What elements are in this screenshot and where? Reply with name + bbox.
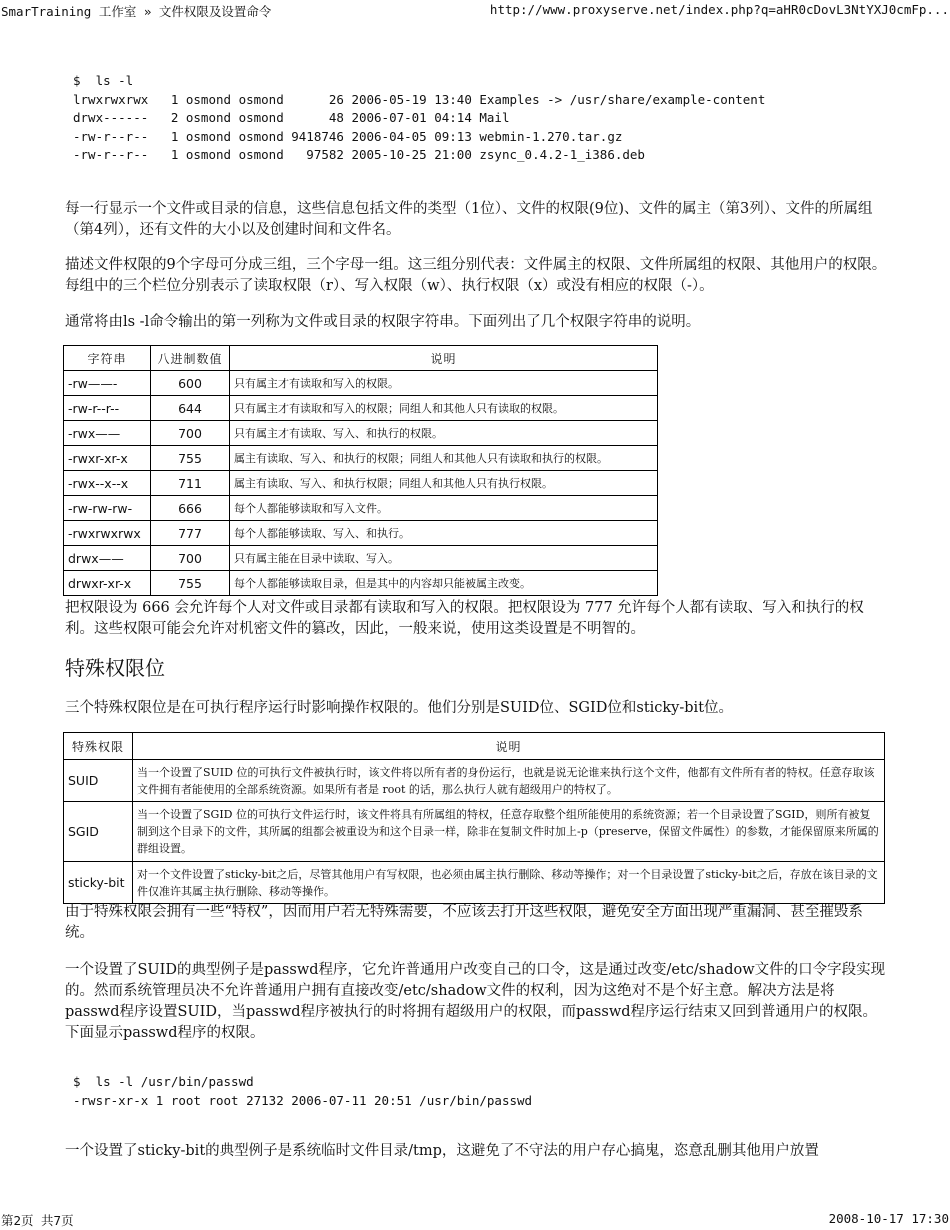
- table-row: [64, 421, 658, 446]
- octal-value: 644: [151, 396, 230, 421]
- code-line: -rwsr-xr-x 1 root root 27132 2006-07-11 20:51 /usr/bin/passwd: [73, 1092, 533, 1108]
- perm-string: drwxr-xr-x: [64, 571, 151, 596]
- perm-description: 每个人都能够读取、写入、和执行。: [230, 521, 658, 546]
- table-row: [64, 471, 658, 496]
- octal-value: 711: [151, 471, 230, 496]
- octal-value: 755: [151, 571, 230, 596]
- octal-value: 666: [151, 496, 230, 521]
- print-datetime: 2008-10-17 17:30: [828, 1211, 949, 1226]
- table-row: [64, 371, 658, 396]
- code-line: lrwxrwxrwx 1 osmond osmond 26 2006-05-19 13:40 Examples -> /usr/share/example-content: [73, 91, 766, 107]
- paragraph-666-777: 把权限设为 666 会允许每个人对文件或目录都有读取和写入的权限。把权限设为 777 允许每个人都有读取、写入和执行的权利。这些权限可能会允许对机密文件的篡改，因此，一般来说，使用这类设置是不明智的。: [65, 600, 864, 637]
- perm-description: 只有属主才有读取、写入、和执行的权限。: [230, 421, 658, 446]
- column-header: 说明: [133, 733, 885, 760]
- special-bit-name: SUID: [64, 760, 133, 802]
- table-header-row: [64, 733, 885, 760]
- special-bit-description: 当一个设置了SUID 位的可执行文件被执行时，该文件将以所有者的身份运行，也就是说无论谁来执行这个文件，他都有文件所有者的特权。任意存取该文件拥有者能使用的全部系统资源。如果所有者是 root 的话，那么执行人就有超级用户的特权了。: [133, 760, 885, 802]
- column-header: 八进制数值: [151, 346, 230, 371]
- octal-value: 700: [151, 421, 230, 446]
- print-header: [0, 2, 950, 20]
- special-bit-name: sticky-bit: [64, 862, 133, 904]
- perm-string: -rwxr-xr-x: [64, 446, 151, 471]
- perm-description: 属主有读取、写入、和执行的权限；同组人和其他人只有读取和执行的权限。: [230, 446, 658, 471]
- column-header: 特殊权限: [64, 733, 133, 760]
- perm-description: 只有属主能在目录中读取、写入。: [230, 546, 658, 571]
- table-row: [64, 521, 658, 546]
- perm-string: -rwxrwxrwx: [64, 521, 151, 546]
- print-footer: [0, 1211, 950, 1229]
- paragraph-suid-example: 一个设置了SUID的典型例子是passwd程序，它允许普通用户改变自己的口令，这是通过改变/etc/shadow文件的口令字段实现的。然而系统管理员决不允许普通用户拥有直接改变/etc/shadow文件的权利，因为这绝对不是个好主意。解决方法是将passwd程序设置SUID，当passwd程序被执行的时将拥有超级用户的权限，而passwd程序运行结束又回到普通用户的权限。下面显示passwd程序的权限。: [65, 962, 886, 1041]
- table-header-row: [64, 346, 658, 371]
- code-line: -rw-r--r-- 1 osmond osmond 97582 2005-10-25 21:00 zsync_0.4.2-1_i386.deb: [73, 147, 645, 162]
- paragraph-security-warning: 由于特殊权限会拥有一些“特权”，因而用户若无特殊需要，不应该去打开这些权限，避免安全方面出现严重漏洞、甚至摧毁系统。: [65, 904, 863, 941]
- code-line: drwx------ 2 osmond osmond 48 2006-07-01 04:14 Mail: [73, 110, 510, 125]
- perm-description: 只有属主才有读取和写入的权限；同组人和其他人只有读取的权限。: [230, 396, 658, 421]
- paragraph-permission-groups: 描述文件权限的9个字母可分成三组，三个字母一组。这三组分别代表：文件属主的权限、文件所属组的权限、其他用户的权限。每组中的三个栏位分别表示了读取权限（r）、写入权限（w）、执行权限（x）或没有相应的权限（-）。: [65, 257, 887, 294]
- table-row: [64, 802, 885, 862]
- octal-value: 755: [151, 446, 230, 471]
- perm-string: drwx——: [64, 546, 151, 571]
- perm-string: -rwx--x--x: [64, 471, 151, 496]
- perm-description: 每个人都能够读取和写入文件。: [230, 496, 658, 521]
- perm-string: -rw——-: [64, 371, 151, 396]
- octal-value: 777: [151, 521, 230, 546]
- special-permission-table: [63, 732, 885, 904]
- code-block-passwd: [73, 1073, 532, 1110]
- table-row: [64, 496, 658, 521]
- permission-table: [63, 345, 658, 596]
- table-row: [64, 571, 658, 596]
- column-header: 字符串: [64, 346, 151, 371]
- table-row: [64, 546, 658, 571]
- code-line: $ ls -l: [73, 73, 134, 88]
- paragraph-special-bits: 三个特殊权限位是在可执行程序运行时影响操作权限的。他们分别是SUID位、SGID位和sticky-bit位。: [65, 700, 734, 716]
- octal-value: 700: [151, 546, 230, 571]
- code-line: $ ls -l /usr/bin/passwd: [73, 1074, 254, 1089]
- header-title: SmarTraining 工作室 » 文件权限及设置命令: [1, 4, 272, 19]
- table-row: [64, 862, 885, 904]
- octal-value: 600: [151, 371, 230, 396]
- perm-string: -rw-r--r--: [64, 396, 151, 421]
- table-row: [64, 396, 658, 421]
- perm-description: 属主有读取、写入、和执行权限；同组人和其他人只有执行权限。: [230, 471, 658, 496]
- page-number: 第2页 共7页: [1, 1213, 74, 1228]
- code-line: -rw-r--r-- 1 osmond osmond 9418746 2006-04-05 09:13 webmin-1.270.tar.gz: [73, 128, 623, 144]
- table-row: [64, 760, 885, 802]
- special-bit-description: 对一个文件设置了sticky-bit之后，尽管其他用户有写权限，也必须由属主执行删除、移动等操作；对一个目录设置了sticky-bit之后，存放在该目录的文件仅准许其属主执行删除、移动等操作。: [133, 862, 885, 904]
- code-block-ls: [73, 72, 765, 165]
- paragraph-file-info: 每一行显示一个文件或目录的信息，这些信息包括文件的类型（1位）、文件的权限(9位)、文件的属主（第3列）、文件的所属组（第4列），还有文件的大小以及创建时间和文件名。: [65, 201, 873, 238]
- section-heading: 特殊权限位: [65, 656, 165, 680]
- special-bit-description: 当一个设置了SGID 位的可执行文件运行时，该文件将具有所属组的特权，任意存取整个组所能使用的系统资源；若一个目录设置了SGID，则所有被复制到这个目录下的文件，其所属的组都会被重设为和这个目录一样，除非在复制文件时加上-p（preserve，保留文件属性）的参数，才能保留原来所属的群组设置。: [133, 802, 885, 862]
- special-bit-name: SGID: [64, 802, 133, 862]
- header-url[interactable]: http://www.proxyserve.net/index.php?q=aHR0cDovL3NtYXJ0cmFp...: [489, 2, 949, 17]
- paragraph-sticky-example: 一个设置了sticky-bit的典型例子是系统临时文件目录/tmp，这避免了不守法的用户存心搞鬼，恣意乱删其他用户放置: [65, 1143, 819, 1159]
- paragraph-permission-string: 通常将由ls -l命令输出的第一列称为文件或目录的权限字符串。下面列出了几个权限字符串的说明。: [65, 314, 701, 330]
- table-row: [64, 446, 658, 471]
- perm-string: -rwx——: [64, 421, 151, 446]
- column-header: 说明: [230, 346, 658, 371]
- perm-string: -rw-rw-rw-: [64, 496, 151, 521]
- perm-description: 只有属主才有读取和写入的权限。: [230, 371, 658, 396]
- perm-description: 每个人都能够读取目录，但是其中的内容却只能被属主改变。: [230, 571, 658, 596]
